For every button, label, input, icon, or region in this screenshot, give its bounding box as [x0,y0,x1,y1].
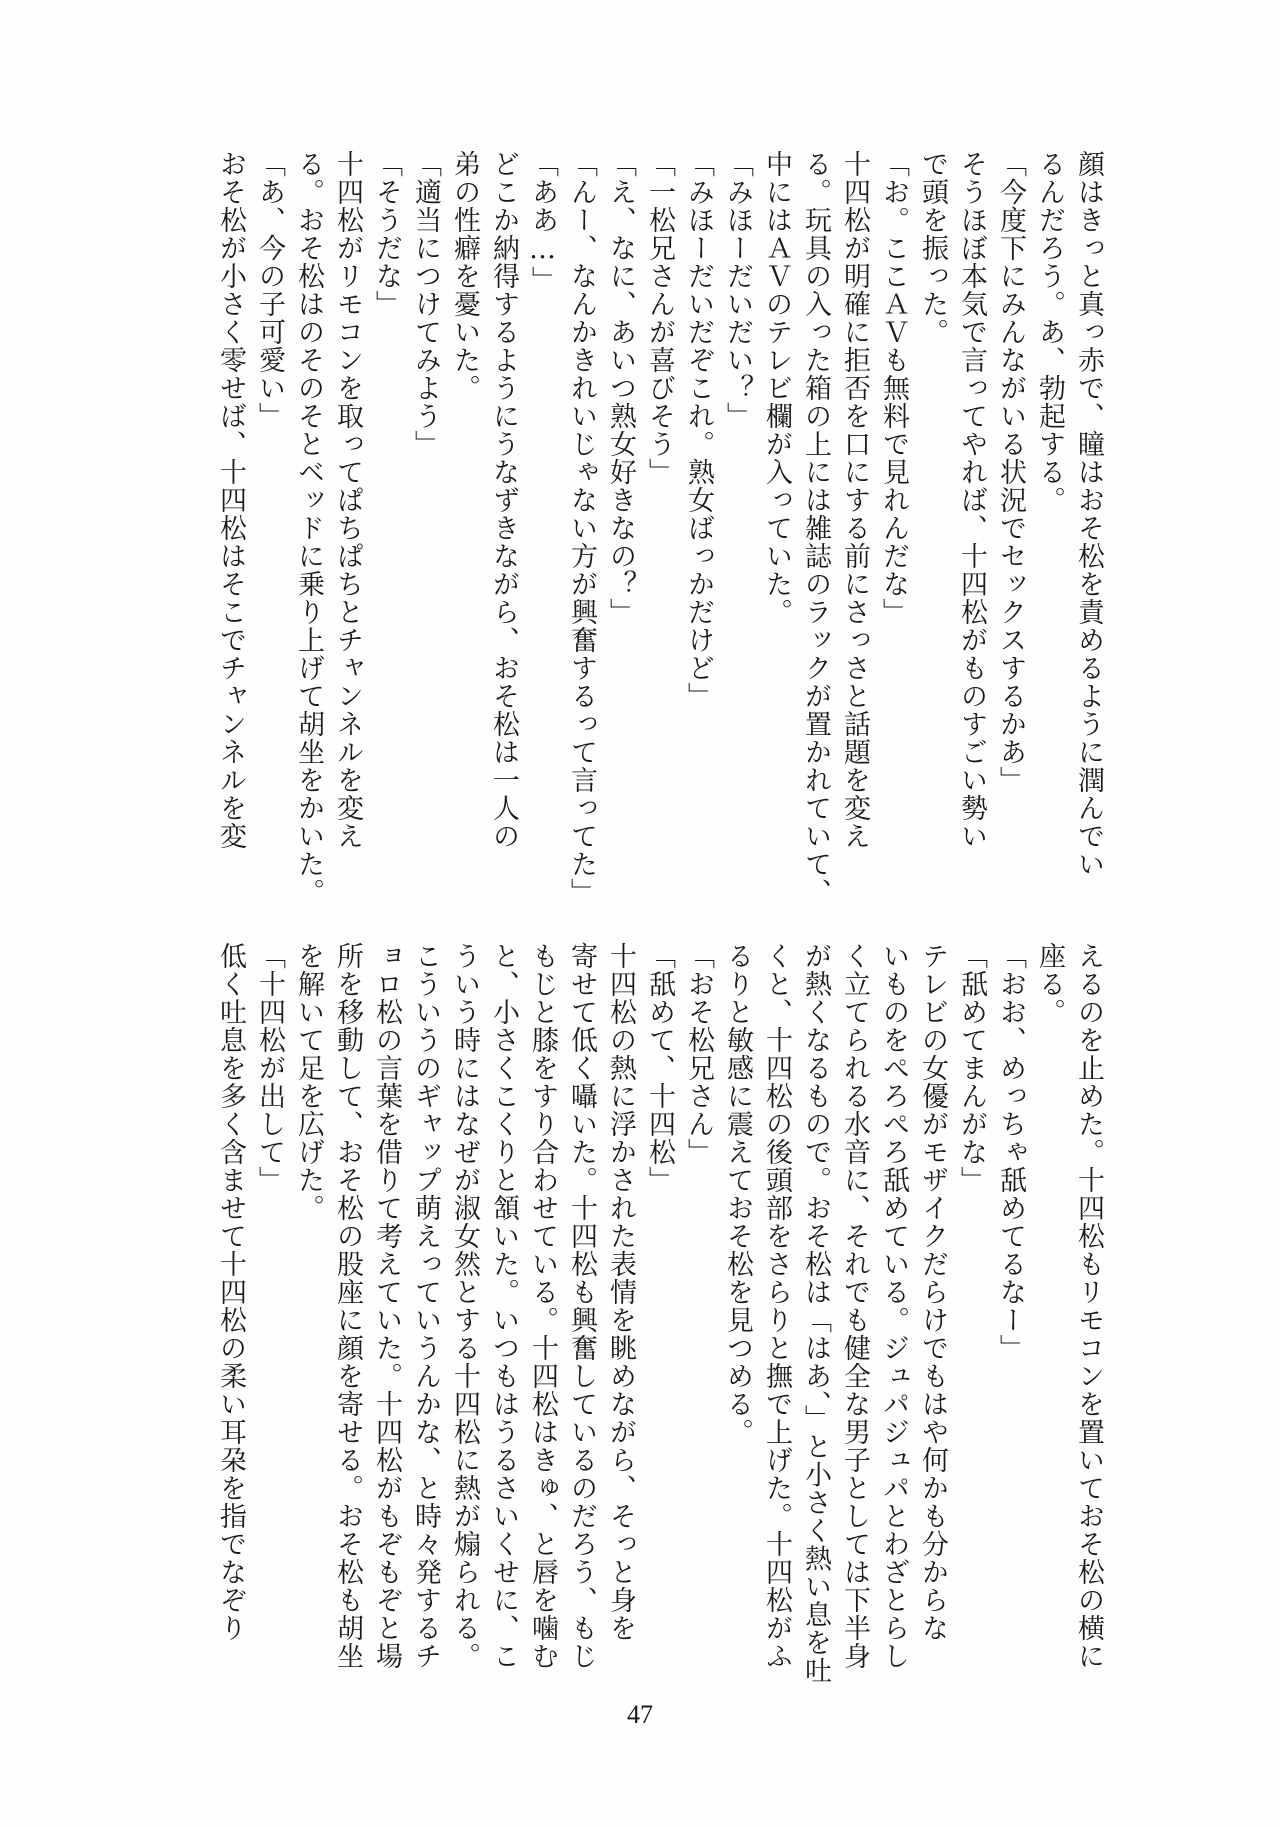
text-line: で頭を振った。 [917,150,948,346]
text-line: ョロ松の言葉を借りて考えていた。十四松がもぞもぞと場 [371,942,402,1670]
text-line: く立てられる水音に、それでも健全な男子としては下半身 [839,942,870,1670]
text-line: るんだろう。あ、勃起する。 [1034,150,1065,514]
text-line: 「適当につけてみよう」 [410,150,441,458]
text-line: 顔はきっと真っ赤で、瞳はおそ松を責めるように潤んでい [1073,150,1104,878]
text-line: 「今度下にみんながいる状況でセックスするかあ」 [995,150,1026,794]
text-line: 「あ、今の子可愛い」 [254,150,285,430]
text-line: 「舐めてまんがな」 [956,942,987,1194]
text-line: おそ松が小さく零せば、十四松はそこでチャンネルを変 [215,150,246,850]
text-line: いものをぺろぺろ舐めている。ジュパジュパとわざとらし [878,942,909,1670]
text-line: 十四松がリモコンを取ってぱちぱちとチャンネルを変え [332,150,363,850]
text-line: 「ああ…」 [527,150,558,294]
text-line: 座る。 [1034,942,1065,1026]
text-line: る。玩具の入った箱の上には雑誌のラックが置かれていて、 [800,150,831,906]
text-line: 「みほーだいだぞこれ。熟女ばっかだけど」 [683,150,714,710]
text-line: 十四松が明確に拒否を口にする前にさっさと話題を変え [839,150,870,850]
text-line: 「そうだな」 [371,150,402,318]
text-block-upper [215,150,1108,906]
text-line: くと、十四松の後頭部をさらりと撫で上げた。十四松がふ [761,942,792,1670]
text-line: もじと膝をすり合わせている。十四松はきゅ、と唇を噛む [527,942,558,1670]
text-line: こういうのギャップ萌えっていうんかな、と時々発するチ [410,942,441,1670]
text-line: 中にはＡＶのテレビ欄が入っていた。 [761,150,792,626]
text-line: 「お。ここＡＶも無料で見れんだな」 [878,150,909,626]
text-line: 「おお、めっちゃ舐めてるなー」 [995,942,1026,1362]
text-line: る。おそ松はのそのそとベッドに乗り上げて胡坐をかいた。 [293,150,324,906]
text-line: 「おそ松兄さん」 [683,942,714,1166]
text-line: 「みほーだいだい？」 [722,150,753,430]
text-line: どこか納得するようにうなずきながら、おそ松は一人の [488,150,519,850]
text-line: テレビの女優がモザイクだらけでもはや何かも分からな [917,942,948,1642]
text-line: そうほぼ本気で言ってやれば、十四松がものすごい勢い [956,150,987,850]
text-line: えるのを止めた。十四松もリモコンを置いておそ松の横に [1073,942,1104,1670]
text-line: 所を移動して、おそ松の股座に顔を寄せる。おそ松も胡坐 [332,942,363,1670]
text-line: と、小さくこくりと頷いた。いつもはうるさいくせに、こ [488,942,519,1670]
text-line: 寄せて低く囁いた。十四松も興奮しているのだろう、もじ [566,942,597,1670]
text-line: ういう時にはなぜが淑女然とする十四松に熱が煽られる。 [449,942,480,1670]
text-block-lower [215,942,1108,1685]
text-line: を解いて足を広げた。 [293,942,324,1222]
page-number: 47 [627,1700,653,1729]
text-line: 十四松の熱に浮かされた表情を眺めながら、そっと身を [605,942,636,1642]
text-line: 「んー、なんかきれいじゃない方が興奮するって言ってた」 [566,150,597,906]
text-line: 「一松兄さんが喜びそう」 [644,150,675,486]
text-line: 「舐めて、十四松」 [644,942,675,1194]
text-line: 「え、なに、あいつ熟女好きなの？」 [605,150,636,626]
text-line: 低く吐息を多く含ませて十四松の柔い耳朶を指でなぞり [215,942,246,1642]
text-line: 弟の性癖を憂いた。 [449,150,480,402]
text-line: 「十四松が出して」 [254,942,285,1194]
text-line: るりと敏感に震えておそ松を見つめる。 [722,942,753,1446]
text-line: が熱くなるもので。おそ松は「はあ、」と小さく熱い息を吐 [800,942,831,1685]
